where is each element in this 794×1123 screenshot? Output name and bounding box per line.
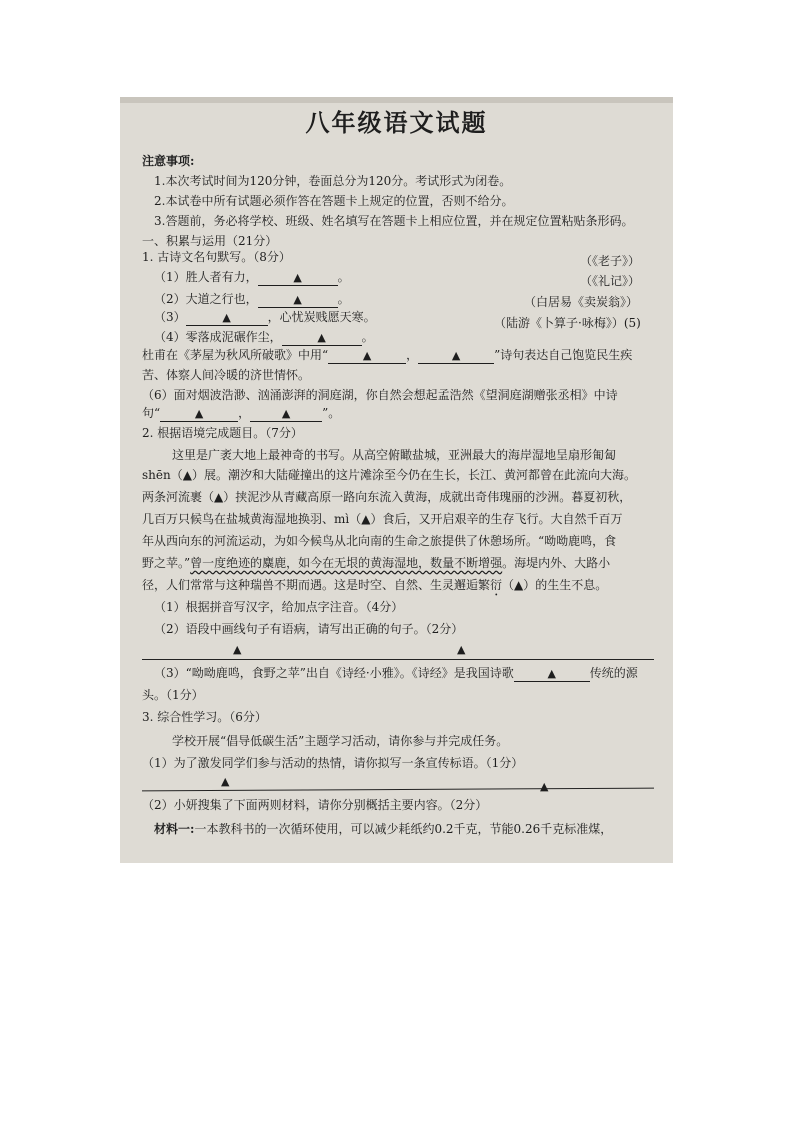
q1-source-1: （《老子》） xyxy=(580,254,641,268)
q2-sub-2: （2）语段中画线句子有语病，请写出正确的句子。（2分） xyxy=(154,622,464,636)
answer-blank[interactable]: ▲ xyxy=(250,407,322,422)
answer-blank[interactable]: ▲ xyxy=(418,349,494,364)
q2-passage-line-5: 年从西向东的河流运动，为如今候鸟从北向南的生命之旅提供了休憩场所。“呦呦鹿鸣，食 xyxy=(142,534,617,548)
q2-passage-line-2: shēn（▲）展。潮汐和大陆碰撞出的这片滩涂至今仍在生长，长江、黄河都曾在此流向大海。 xyxy=(142,468,636,482)
answer-blank[interactable]: ▲ xyxy=(282,331,362,346)
q3-sub-2: （2）小妍搜集了下面两则材料，请你分别概括主要内容。（2分） xyxy=(142,798,488,812)
q1-source-2: （《礼记》） xyxy=(580,274,641,288)
answer-marker: ▲ xyxy=(540,780,549,793)
answer-marker: ▲ xyxy=(457,643,466,656)
q3-heading: 3. 综合性学习。（6分） xyxy=(142,710,267,724)
q2-passage-line-7: 径，人们常常与这种瑞兽不期而遇。这是时空、自然、生灵邂逅繁衍（▲）的生生不息。 xyxy=(142,578,608,592)
notes-heading: 注意事项: xyxy=(142,154,195,168)
error-sentence: 曾一度绝迹的麋鹿，如今在无垠的黄海湿地，数量不断增强 xyxy=(190,556,503,570)
q1-line-1: （1）胜人者有力， ▲ 。 xyxy=(154,270,350,284)
q3-sub-1: （1）为了激发同学们参与活动的热情，请你拟写一条宣传标语。（1分） xyxy=(142,756,524,770)
answer-line-q2-2[interactable] xyxy=(142,659,654,660)
q2-heading: 2. 根据语境完成题目。（7分） xyxy=(142,426,303,440)
q1-source-4: （陆游《卜算子·咏梅》）(5) xyxy=(494,316,641,330)
q1-line-8: 句“ ▲ ， ▲ ”。 xyxy=(142,406,341,420)
q3-material-1: 材料一:一本教科书的一次循环使用，可以减少耗纸约0.2千克，节能0.26千克标准煤， xyxy=(154,822,613,836)
q2-passage-line-4: 几百万只候鸟在盐城黄海湿地换羽、mì（▲）食后，又开启艰辛的生存飞行。大自然千百万 xyxy=(142,512,623,526)
q2-sub-1: （1）根据拼音写汉字，给加点字注音。（4分） xyxy=(154,600,404,614)
answer-marker: ▲ xyxy=(233,643,242,656)
q1-heading: 1. 古诗文名句默写。（8分） xyxy=(142,250,291,264)
q2-sub-3: （3）“呦呦鹿鸣，食野之苹”出自《诗经·小雅》。《诗经》是我国诗歌 ▲ 传统的源 xyxy=(154,666,638,680)
q1-line-6: 苦、体察人间冷暖的济世情怀。 xyxy=(142,368,311,382)
note-item-3: 3.答题前，务必将学校、班级、姓名填写在答题卡上相应位置，并在规定位置粘贴条形码。 xyxy=(154,214,634,228)
dotted-char: 衍 xyxy=(490,578,503,592)
exam-title: 八年级语文试题 xyxy=(305,108,488,137)
q1-line-2: （2）大道之行也， ▲ 。 xyxy=(154,292,350,306)
q1-line-5: 杜甫在《茅屋为秋风所破歌》中用“ ▲ ， ▲ ”诗句表达自己饱览民生疾 xyxy=(142,348,633,362)
exam-paper xyxy=(120,97,673,863)
q1-line-3: （3） ▲ ，心忧炭贱愿天寒。 xyxy=(154,310,376,324)
q2-passage-line-3: 两条河流裹（▲）挟泥沙从青藏高原一路向东流入黄海，成就出奇伟瑰丽的沙洲。暮夏初秋， xyxy=(142,490,632,504)
answer-line-q3-1[interactable] xyxy=(142,788,654,792)
answer-marker: ▲ xyxy=(221,775,230,788)
q2-sub-3-cont: 头。（1分） xyxy=(142,688,204,702)
answer-blank[interactable]: ▲ xyxy=(258,293,338,308)
q2-passage-line-1: 这里是广袤大地上最神奇的书写。从高空俯瞰盐城，亚洲最大的海岸湿地呈扇形匍匐 xyxy=(172,448,617,462)
q2-passage-line-6: 野之苹。”曾一度绝迹的麋鹿，如今在无垠的黄海湿地，数量不断增强。海堤内外、大路小 xyxy=(142,556,611,570)
answer-blank[interactable]: ▲ xyxy=(328,349,406,364)
q1-line-4: （4）零落成泥碾作尘， ▲ 。 xyxy=(154,330,374,344)
section-1-heading: 一、积累与运用（21分） xyxy=(142,234,278,248)
note-item-2: 2.本试卷中所有试题必须作答在答题卡上规定的位置，否则不给分。 xyxy=(154,194,514,208)
answer-blank[interactable]: ▲ xyxy=(160,407,238,422)
note-item-1: 1.本次考试时间为120分钟，卷面总分为120分。考试形式为闭卷。 xyxy=(154,174,512,188)
answer-blank[interactable]: ▲ xyxy=(514,667,590,682)
q3-intro: 学校开展“倡导低碳生活”主题学习活动，请你参与并完成任务。 xyxy=(172,734,509,748)
answer-blank[interactable]: ▲ xyxy=(258,271,338,286)
q1-line-7: （6）面对烟波浩渺、汹涌澎湃的洞庭湖，你自然会想起孟浩然《望洞庭湖赠张丞相》中诗 xyxy=(142,388,618,402)
answer-blank[interactable]: ▲ xyxy=(186,311,268,326)
q1-source-3: （白居易《卖炭翁》） xyxy=(524,295,639,309)
